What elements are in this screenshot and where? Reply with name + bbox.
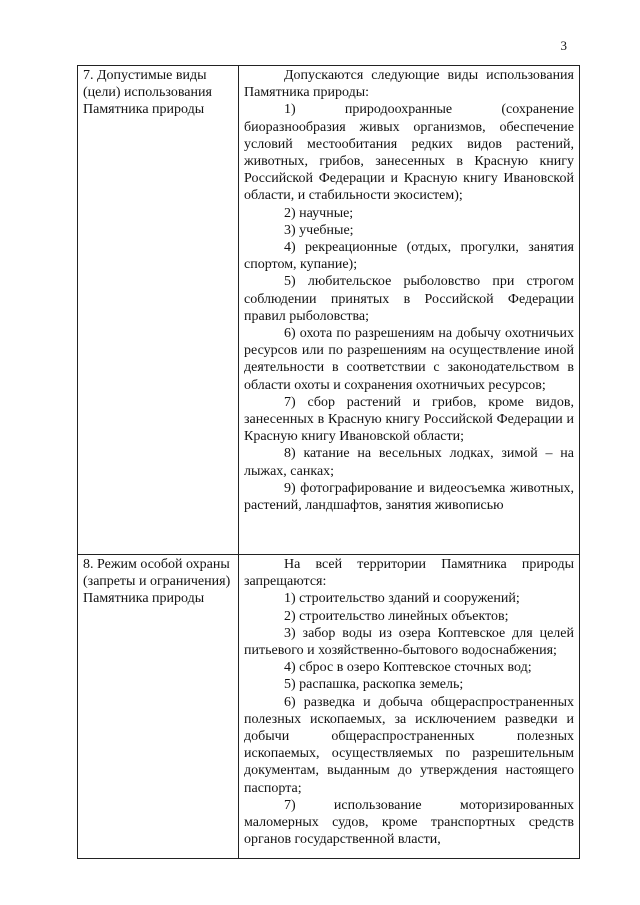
row-label: 8. Режим особой охраны (запреты и ограничения) Памятника природы [78, 555, 239, 859]
content-paragraph: 1) природоохранные (сохранение биоразнообразия живых организмов, обеспечение условий местообитания редких видов растений, животных, грибов, занесенных в Красную книгу Российской Федерации и Красную книгу Ивановской области, и стабильности экосистем); [244, 102, 574, 204]
passport-table [77, 65, 580, 859]
table-row-7 [78, 66, 580, 555]
content-paragraph: 3) забор воды из озера Коптевское для целей питьевого и хозяйственно-бытового водоснабжения; [244, 625, 574, 659]
content-paragraph: Допускаются следующие виды использования Памятника природы: [244, 68, 574, 101]
content-paragraph: На всей территории Памятника природы запрещаются: [244, 557, 574, 590]
row-content [239, 66, 580, 555]
content-paragraph: 7) использование моторизированных маломерных судов, кроме транспортных средств органов государственной власти, [244, 797, 574, 848]
content-paragraph: 3) учебные; [284, 222, 354, 238]
content-paragraph: 2) строительство линейных объектов; [284, 608, 509, 624]
content-paragraph: 1) строительство зданий и сооружений; [284, 591, 520, 607]
content-paragraph: 7) сбор растений и грибов, кроме видов, занесенных в Красную книгу Российской Федерации и Красную книгу Ивановской области; [244, 394, 574, 445]
content-paragraph: 4) рекреационные (отдых, прогулки, занятия спортом, купание); [244, 240, 574, 273]
page-number: 3 [560, 38, 567, 53]
content-paragraph: 8) катание на весельных лодках, зимой – на лыжах, санках; [244, 446, 574, 479]
content-paragraph: 6) охота по разрешениям на добычу охотничьих ресурсов или по разрешениям на осуществление иной деятельности в соответствии с законодательством в области охоты и сохранения охотничьих ресурсов; [244, 326, 574, 393]
content-paragraph: 6) разведка и добыча общераспространенных полезных ископаемых, за исключением разведки и добычи общераспространенных полезных ископаемых, осуществляемых по разрешительным документам, выданным до утверждения настоящего паспорта; [244, 694, 574, 796]
content-paragraph: 5) распашка, раскопка земель; [284, 677, 464, 693]
row-content [239, 555, 580, 859]
content-paragraph: 2) научные; [284, 205, 354, 221]
row-label: 7. Допустимые виды (цели) использования Памятника природы [78, 66, 239, 555]
content-paragraph: 4) сброс в озеро Коптевское сточных вод; [284, 660, 532, 676]
content-paragraph: 5) любительское рыболовство при строгом соблюдении принятых в Российской Федерации правил рыболовства; [244, 274, 574, 324]
table-row-8 [78, 555, 580, 859]
content-paragraph: 9) фотографирование и видеосъемка животных, растений, ландшафтов, занятия живописью [244, 480, 574, 514]
